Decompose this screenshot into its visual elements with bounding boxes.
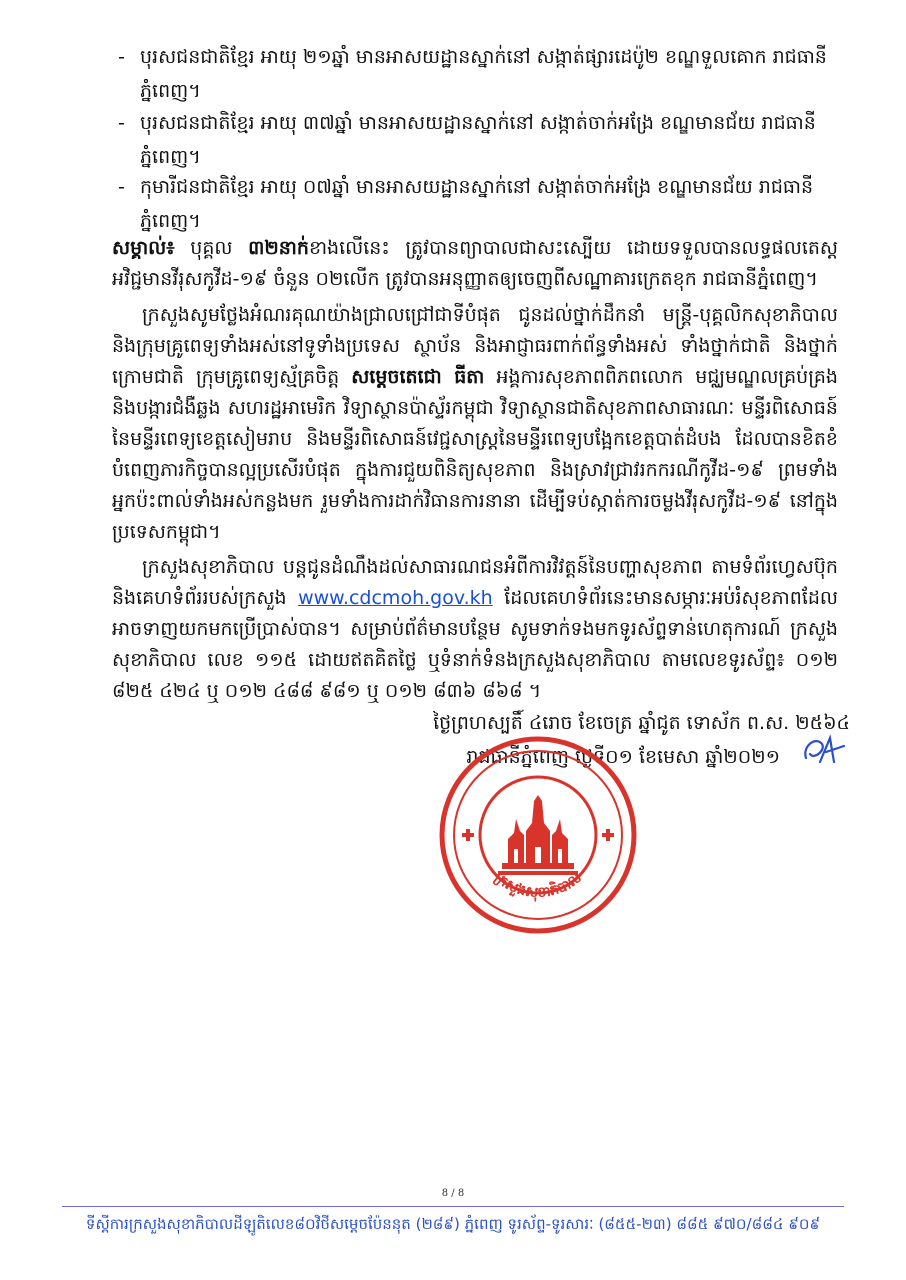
footer-address: ទីស្តីការក្រសួងសុខាភិបាលដីឡូតិលេខ៨០វិថីសម្តេចប៉ែននុត (២៨៩) ភ្នំពេញ ទូរស័ព្ទ-ទូរសារៈ (៨៥៥-២៣) ៨៨៥ ៩៧០/៨៨៤ ៩០៩ [85, 1215, 821, 1233]
note-paragraph [112, 233, 838, 295]
ministry-seal [438, 735, 638, 935]
bullet-dash: - [118, 112, 125, 134]
thanks-paragraph [112, 300, 838, 548]
thanks-bold-name: សម្តេចតេជោ ធីតា [351, 366, 485, 388]
note-text-after: ខាងលើនេះ ត្រូវបានព្យាបាលជាសះស្បើយ ដោយទទួលបានលទ្ធផលតេស្តអវិជ្ជមានវីរុសកូវីដ-១៩ ចំនួន ០២លើក ត្រូវបានអនុញ្ញាតឲ្យចេញពីសណ្ឋាគារក្រេតខុក រាជធានីភ្នំពេញ។ [112, 237, 839, 290]
note-text-before: បុគ្គល [174, 237, 249, 259]
bullet-text: បុរសជនជាតិខ្មែរ អាយុ ៣៧ឆ្នាំ មានអាសយដ្ឋានស្នាក់នៅ សង្កាត់ចាក់អង្រែ ខណ្ឌមានជ័យ រាជធានីភ្នំពេញ។ [140, 112, 816, 168]
note-count: ៣២នាក់ [248, 237, 309, 259]
bullet-dash: - [118, 46, 125, 68]
info-text-after: ដែលគេហទំព័រនេះមានសម្ភារៈអប់រំសុខភាពដែលអាចទាញយកមកប្រើប្រាស់បាន។ សម្រាប់ព័ត៌មានបន្ថែម សូមទាក់ទងមកទូរស័ព្ទទាន់ហេតុការណ៍ ក្រសួងសុខាភិបាល លេខ ១១៥ ដោយឥតគិតថ្លៃ ឬទំនាក់ទំនងក្រសួងសុខាភិបាល តាមលេខទូរស័ព្ទ៖ ០១២ ៨២៥ ៤២៤ ឬ ០១២ ៤៨៨ ៩៨១ ឬ ០១២ ៨៣៦ ៨៦៨ ។ [112, 587, 838, 702]
seal-text: ក្រសួងសុខាភិបាល [491, 869, 585, 902]
lunar-date: ថ្ងៃព្រហស្បតិ៍ ៤រោច ខែចេត្រ ឆ្នាំជូត ទោស័ក ព.ស. ២៥៦៤ [433, 712, 850, 734]
website-link[interactable]: www.cdcmoh.gov.kh [298, 587, 493, 609]
note-label: សម្គាល់៖ [112, 237, 175, 259]
page-number: 8 / 8 [441, 1188, 465, 1199]
thanks-text-after: អង្គការសុខភាពពិភពលោក មជ្ឈមណ្ឌលគ្រប់គ្រង និងបង្ការជំងឺឆ្លង សហរដ្ឋអាមេរិក វិទ្យាស្ថានប៉ាស្ទ័រកម្ពុជា វិទ្យាស្ថានជាតិសុខភាពសាធារណៈ មន្ទីរពិសោធន៍នៃមន្ទីរពេទ្យខេត្តសៀមរាប និងមន្ទីរពិសោធន៍វេជ្ជសាស្ត្រនៃមន្ទីរពេទ្យបង្អែកខេត្តបាត់ដំបង ដែលបានខិតខំបំពេញភារកិច្ចបានល្អប្រសើរបំផុត ក្នុងការជួយពិនិត្យសុខភាព និងស្រាវជ្រាវរកករណីកូវីដ-១៩ ព្រមទាំងអ្នកប៉ះពាល់ទាំងអស់កន្លងមក រួមទាំងការដាក់វិធានការនានា ដើម្បីទប់ស្កាត់ការចម្លងវីរុសកូវីដ-១៩ នៅក្នុងប្រទេសកម្ពុជា។ [112, 366, 838, 543]
info-text-before: ក្រសួងសុខាភិបាល បន្តជូនដំណឹងដល់សាធារណជនអំពីការវិវត្តន៍នៃបញ្ហាសុខភាព តាមទំព័រហ្វេសប៊ុក និងគេហទំព័ររបស់ក្រសួង [112, 556, 838, 609]
footer-divider [62, 1206, 844, 1207]
signature-mark [800, 732, 850, 768]
bullet-text: កុមារីជនជាតិខ្មែរ អាយុ ០៧ឆ្នាំ មានអាសយដ្ឋានស្នាក់នៅ សង្កាត់ចាក់អង្រែ ខណ្ឌមានជ័យ រាជធានីភ្នំពេញ។ [140, 176, 814, 232]
bullet-item-2 [118, 106, 838, 174]
bullet-item-1 [118, 40, 838, 108]
bullet-dash: - [118, 176, 125, 198]
seal-graphic [438, 735, 638, 935]
solar-date: រាជធានីភ្នំពេញ ថ្ងៃទី០១ ខែមេសា ឆ្នាំ២០២១ [466, 746, 780, 768]
bullet-text: បុរសជនជាតិខ្មែរ អាយុ ២១ឆ្នាំ មានអាសយដ្ឋានស្នាក់នៅ សង្កាត់ផ្សារដេប៉ូ២ ខណ្ឌទួលគោក រាជធានីភ្នំពេញ។ [140, 46, 827, 102]
thanks-text-before: ក្រសួងសូមថ្លែងអំណរគុណយ៉ាងជ្រាលជ្រៅជាទីបំផុត ជូនដល់ថ្នាក់ដឹកនាំ មន្ត្រី-បុគ្គលិកសុខាភិបាល និងក្រុមគ្រូពេទ្យទាំងអស់នៅទូទាំងប្រទេស ស្ថាប័ន និងអាជ្ញាធរពាក់ព័ន្ធទាំងអស់ ទាំងថ្នាក់ជាតិ និងថ្នាក់ក្រោមជាតិ ក្រុមគ្រូពេទ្យស្ម័គ្រចិត្ត [112, 304, 838, 388]
signature [800, 732, 850, 768]
bullet-item-3 [118, 170, 838, 238]
info-paragraph [112, 552, 838, 707]
